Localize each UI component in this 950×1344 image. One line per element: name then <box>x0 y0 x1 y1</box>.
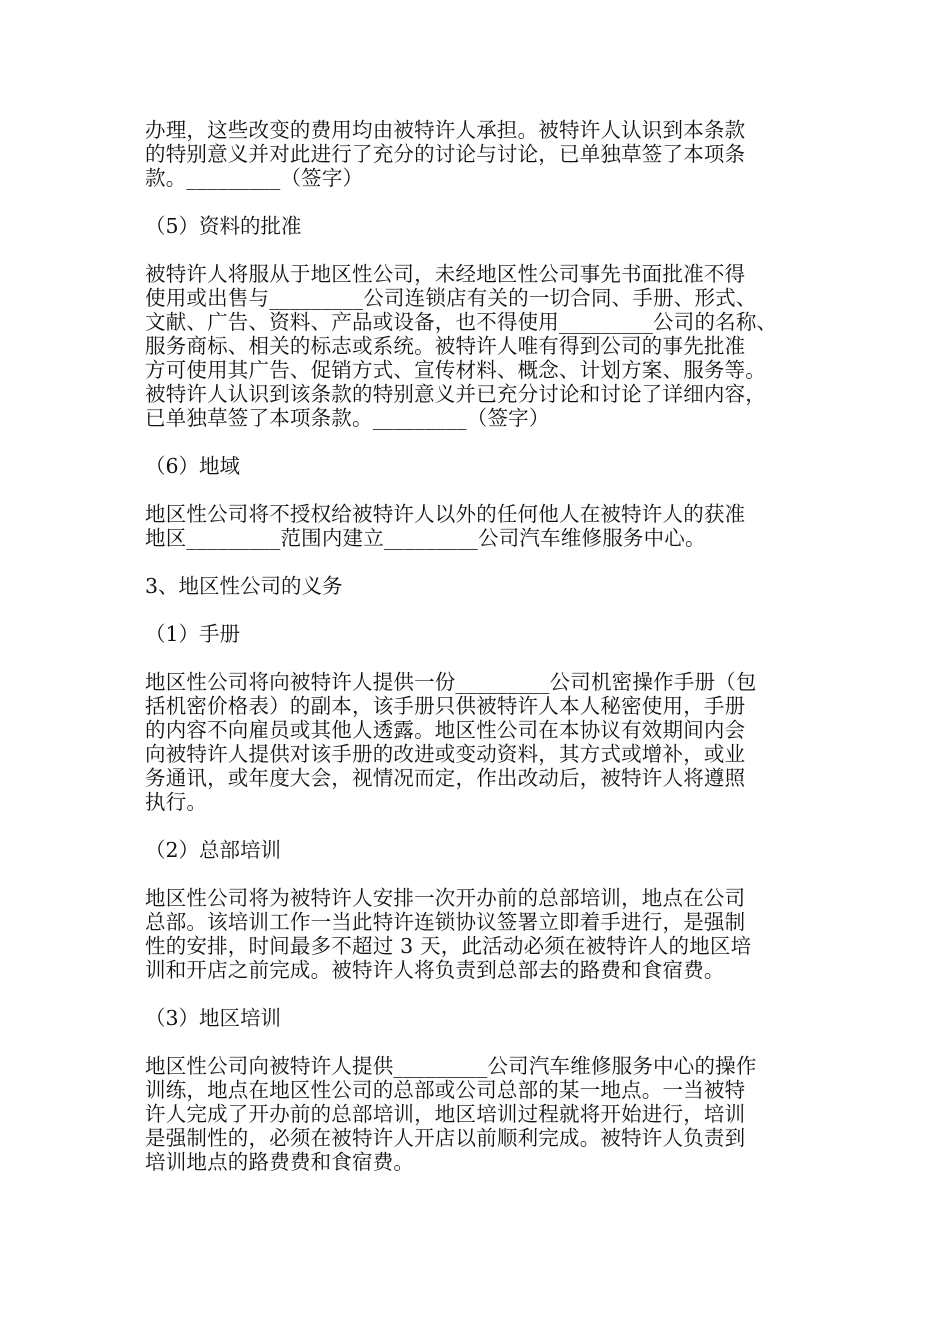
text-line: 训和开店之前完成。被特许人将负责到总部去的路费和食宿费。 <box>145 958 725 982</box>
text-line: 款。_________（签字） <box>145 166 364 190</box>
text-line: 培训地点的路费费和食宿费。 <box>145 1150 415 1174</box>
text-line: 务通讯，或年度大会，视情况而定，作出改动后，被特许人将遵照 <box>145 766 746 790</box>
text-line: 地区性公司将为被特许人安排一次开办前的总部培训，地点在公司 <box>145 886 746 910</box>
text-line: 被特许人将服从于地区性公司，未经地区性公司事先书面批准不得 <box>145 262 746 286</box>
text-line: 的特别意义并对此进行了充分的讨论与讨论，已单独草签了本项条 <box>145 142 746 166</box>
paragraph-regional-training <box>145 1054 815 1174</box>
text-line: 的内容不向雇员或其他人透露。地区性公司在本协议有效期间内会 <box>145 718 746 742</box>
document-page <box>145 118 815 1174</box>
text-line: 地区性公司向被特许人提供_________公司汽车维修服务中心的操作 <box>145 1054 757 1078</box>
text-line: 方可使用其广告、促销方式、宣传材料、概念、计划方案、服务等。 <box>145 358 766 382</box>
heading-material-approval: （5）资料的批准 <box>145 214 302 238</box>
heading-hq-training: （2）总部培训 <box>145 838 282 862</box>
paragraph-territory <box>145 502 815 550</box>
text-line: 向被特许人提供对该手册的改进或变动资料，其方式或增补，或业 <box>145 742 746 766</box>
text-line: 已单独草签了本项条款。_________（签字） <box>145 406 550 430</box>
text-line: 地区性公司将不授权给被特许人以外的任何他人在被特许人的获准 <box>145 502 746 526</box>
paragraph-material-approval <box>145 262 815 430</box>
text-line: 被特许人认识到该条款的特别意义并已充分讨论和讨论了详细内容， <box>145 382 766 406</box>
text-line: 办理，这些改变的费用均由被特许人承担。被特许人认识到本条款 <box>145 118 746 142</box>
heading-section-3-obligations: 3、地区性公司的义务 <box>145 574 343 598</box>
text-line: 文献、广告、资料、产品或设备，也不得使用_________公司的名称、 <box>145 310 778 334</box>
text-line: 执行。 <box>145 790 208 814</box>
text-line: 许人完成了开办前的总部培训，地区培训过程就将开始进行，培训 <box>145 1102 746 1126</box>
text-line: 地区性公司将向被特许人提供一份_________公司机密操作手册（包 <box>145 670 757 694</box>
text-line: 服务商标、相关的标志或系统。被特许人唯有得到公司的事先批准 <box>145 334 746 358</box>
text-line: 性的安排，时间最多不超过 3 天，此活动必须在被特许人的地区培 <box>145 934 752 958</box>
heading-regional-training: （3）地区培训 <box>145 1006 282 1030</box>
text-line: 使用或出售与_________公司连锁店有关的一切合同、手册、形式、 <box>145 286 757 310</box>
text-line: 总部。该培训工作一当此特许连锁协议签署立即着手进行，是强制 <box>145 910 746 934</box>
heading-territory: （6）地域 <box>145 454 241 478</box>
paragraph-hq-training <box>145 886 815 982</box>
text-line: 括机密价格表）的副本，该手册只供被特许人本人秘密使用，手册 <box>145 694 746 718</box>
paragraph-fee-clause <box>145 118 815 190</box>
text-line: 训练，地点在地区性公司的总部或公司总部的某一地点。一当被特 <box>145 1078 746 1102</box>
text-line: 地区_________范围内建立_________公司汽车维修服务中心。 <box>145 526 706 550</box>
text-line: 是强制性的，必须在被特许人开店以前顺利完成。被特许人负责到 <box>145 1126 746 1150</box>
paragraph-manual <box>145 670 815 814</box>
heading-manual: （1）手册 <box>145 622 241 646</box>
